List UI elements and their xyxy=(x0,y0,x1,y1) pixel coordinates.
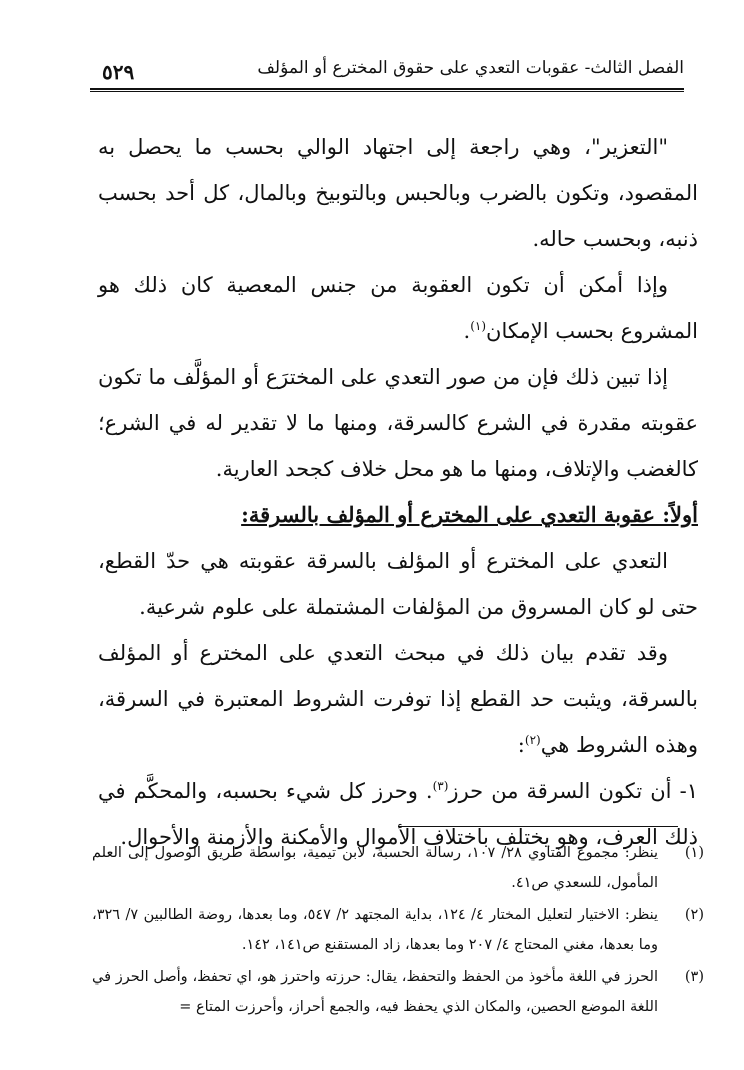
page-header xyxy=(90,52,684,92)
paragraph-conditions xyxy=(98,630,698,768)
footnote-ref-1: (١) xyxy=(470,319,487,333)
paragraph-end: . xyxy=(463,319,471,343)
heading-row xyxy=(98,492,698,538)
paragraph-tazir: "التعزير"، وهي راجعة إلى اجتهاد الوالي بحسب ما يحصل به المقصود، وتكون بالضرب وبالحبس وبالتوبيخ وبالمال، كل أحد بحسب ذنبه، وبحسب حاله. xyxy=(98,135,698,251)
section-heading-theft: أولاً: عقوبة التعدي على المخترع أو المؤلف بالسرقة: xyxy=(241,502,698,527)
footnote-text: الحرز في اللغة مأخوذ من الحفظ والتحفظ، يقال: حرزته واحترز هو، اي تحفظ، وأصل الحرز في اللغة الموضع الحصين، والمكان الذي يحفظ فيه، والجمع أحراز، وأحرزت المتاع = xyxy=(92,969,658,1015)
footnote-number: (٣) xyxy=(684,969,704,985)
footnote-text: ينظر: الاختيار لتعليل المختار ٤/ ١٢٤، بداية المجتهد ٢/ ٥٤٧، وما بعدها، روضة الطالبين ٧/ ٣٢٦، وما بعدها، مغني المحتاج ٤/ ٢٠٧ وما بعدها، زاد المستقنع ص١٤١، ١٤٢. xyxy=(92,907,659,953)
footnote-divider xyxy=(398,826,678,827)
paragraph-punishment-kind xyxy=(98,262,698,354)
main-text xyxy=(98,124,698,860)
paragraph-text: وإذا أمكن أن تكون العقوبة من جنس المعصية كان ذلك هو المشروع بحسب الإمكان xyxy=(98,273,698,343)
footnote-ref-3: (٣) xyxy=(432,779,449,793)
paragraph-text: وقد تقدم بيان ذلك في مبحث التعدي على المخترع أو المؤلف بالسرقة، ويثبت حد القطع إذا توفرت الشروط المعتبرة في السرقة، وهذه الشروط هي xyxy=(98,641,698,757)
footnotes xyxy=(92,838,704,1024)
paragraph-theft-penalty: التعدي على المخترع أو المؤلف بالسرقة عقوبته هي حدّ القطع، حتى لو كان المسروق من المؤلفات المشتملة على علوم شرعية. xyxy=(98,549,698,619)
footnote xyxy=(92,838,704,898)
header-divider xyxy=(90,88,684,92)
footnote-number: (١) xyxy=(684,845,704,861)
condition-text-end: . وحرز كل شيء بحسبه، والمحكَّم في ذلك العرف، وهو يختلف باختلاف الأموال والأمكنة والأزمنة والأحوال. xyxy=(98,779,698,849)
page-number: ٥٢٩ xyxy=(102,60,135,84)
paragraph-forms-of-infringement: إذا تبين ذلك فإن من صور التعدي على المخترَع أو المؤلَّف ما تكون عقوبته مقدرة في الشرع كالسرقة، ومنها ما لا تقدير له في الشرع؛ كالغضب والإتلاف، ومنها ما هو محل خلاف كجحد العارية. xyxy=(98,365,698,481)
footnote xyxy=(92,962,704,1022)
footnote-number: (٢) xyxy=(684,907,704,923)
condition-text: ١- أن تكون السرقة من حرز xyxy=(448,779,698,803)
footnote-ref-2: (٢) xyxy=(524,733,541,747)
footnote-text: ينظر: مجموع الفتاوي ٢٨/ ١٠٧، رسالة الحسبة، لابن تيمية، بواسطة طريق الوصول إلى العلم المأمول، للسعدي ص٤١. xyxy=(92,845,658,891)
paragraph-end: : xyxy=(517,733,525,757)
footnote xyxy=(92,900,704,960)
chapter-title: الفصل الثالث- عقوبات التعدي على حقوق المخترع أو المؤلف xyxy=(257,58,684,78)
